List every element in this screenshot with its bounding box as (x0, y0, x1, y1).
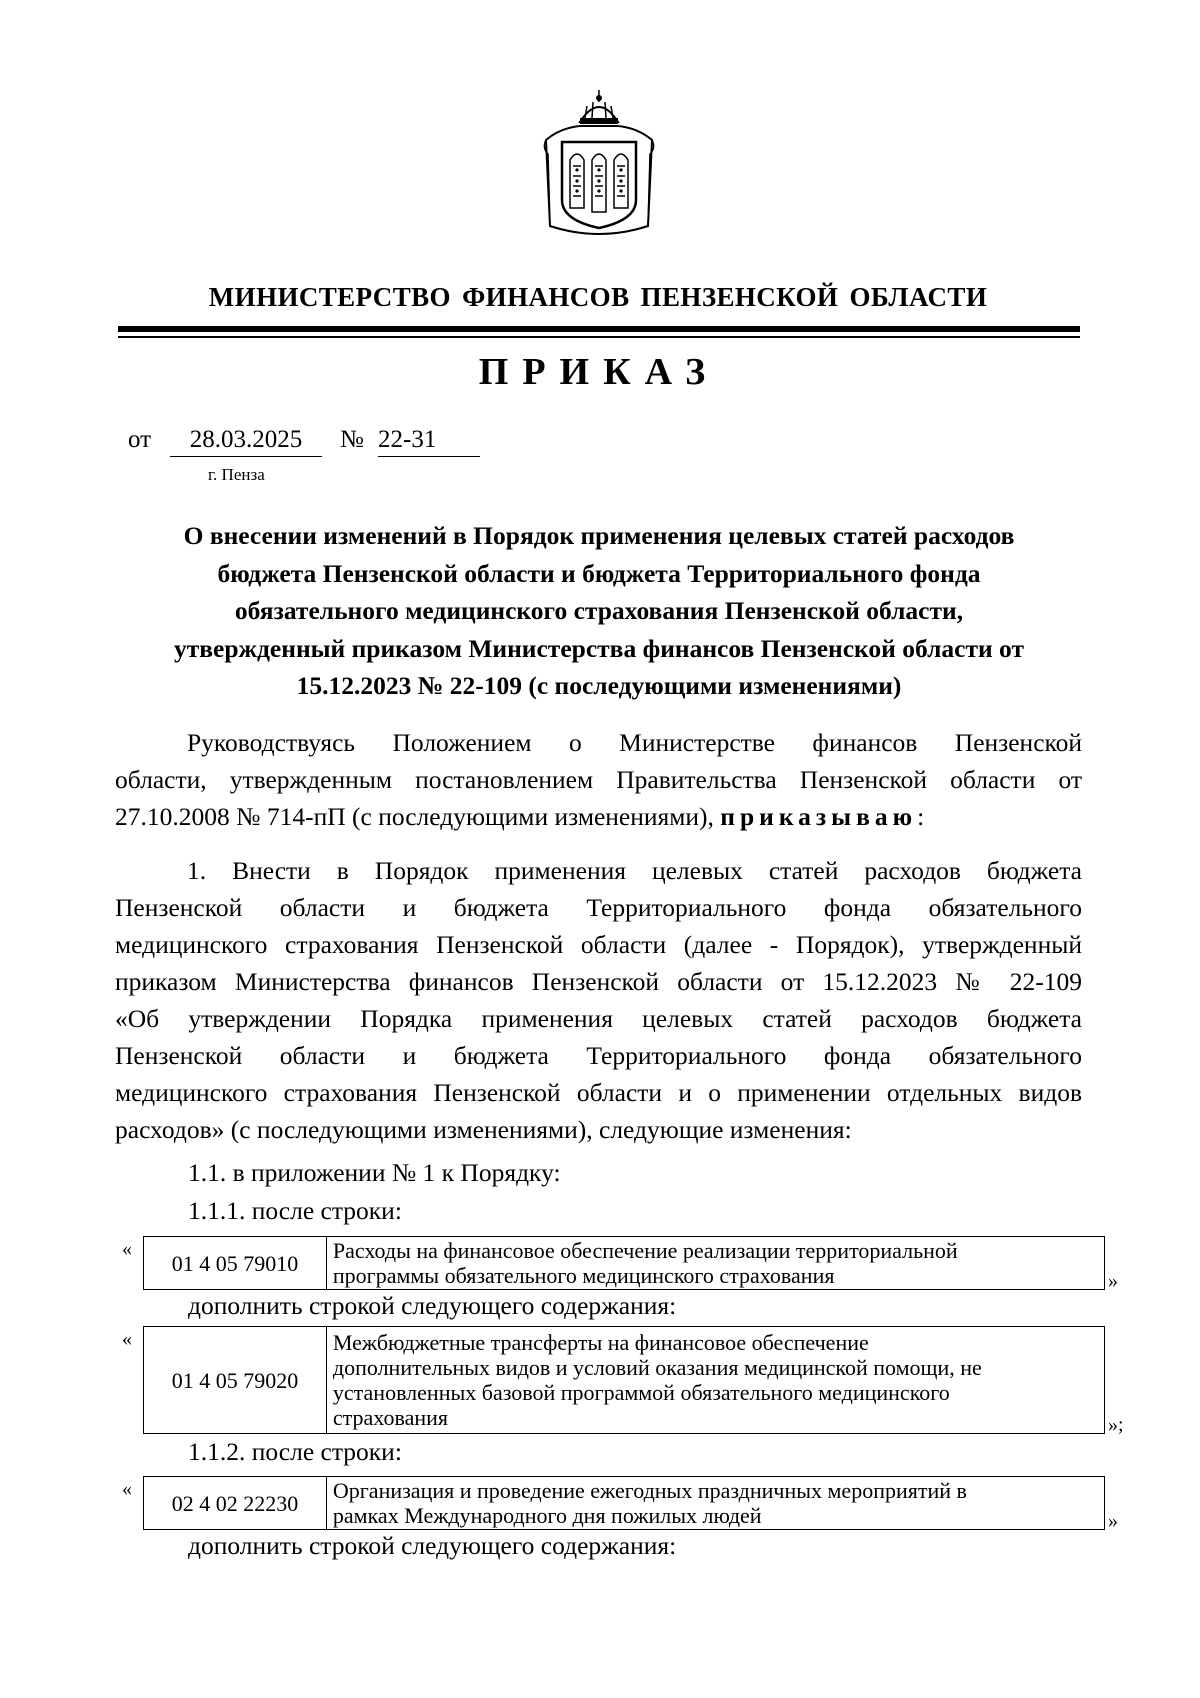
description-line: рамках Международного дня пожилых людей (332, 1503, 762, 1528)
header-rule-thin (118, 336, 1080, 338)
subject-line: бюджета Пензенской области и бюджета Территориального фонда (217, 558, 981, 588)
text-segment: 27.10.2008 № 714-пП (с последующими изменениями), (115, 802, 714, 831)
order-number: 22-31 (378, 426, 480, 457)
supplement-line: дополнить строкой следующего содержания: (188, 1531, 677, 1560)
text-line: Пензенской области и бюджета Территориального фонда обязательного (115, 1041, 1082, 1070)
text-line: Руководствуясь Положением о Министерстве финансов Пензенской (187, 728, 1082, 757)
text-line (115, 798, 1082, 835)
penza-coat-of-arms-icon (540, 88, 658, 238)
description-line: программы обязательного медицинского страхования (332, 1263, 835, 1288)
number-label: № (340, 426, 364, 453)
budget-code-table (143, 1476, 1105, 1530)
text-line: 1. Внести в Порядок применения целевых статей расходов бюджета (187, 856, 1082, 885)
preamble-paragraph (115, 724, 1082, 835)
text-line: приказом Министерства финансов Пензенской области от 15.12.2023 № 22-109 (115, 967, 1082, 996)
description-line: установленных базовой программой обязательного медицинского (332, 1380, 950, 1405)
order-title: ПРИКАЗ (478, 351, 720, 393)
description-cell (326, 1477, 1104, 1530)
open-quote: « (122, 1328, 132, 1350)
header-rule-thick (118, 326, 1080, 332)
from-label: от (128, 426, 152, 453)
text-line: «Об утверждении Порядка применения целевых статей расходов бюджета (115, 1004, 1082, 1033)
description-line: Расходы на финансовое обеспечение реализации территориальной (332, 1238, 958, 1263)
close-quote: »; (1108, 1414, 1124, 1436)
description-line: Межбюджетные трансферты на финансовое обеспечение (332, 1330, 869, 1355)
subject-line: 15.12.2023 № 22-109 (с последующими изменениями) (296, 671, 902, 700)
close-quote: » (1108, 1270, 1118, 1292)
budget-code-table (143, 1236, 1105, 1290)
city: г. Пенза (208, 465, 265, 484)
open-quote: « (122, 1238, 132, 1260)
subject-line: утвержденный приказом Министерства финансов Пензенской области от (174, 633, 1024, 663)
subitem-1-1: 1.1. в приложении № 1 к Порядку: (188, 1158, 561, 1187)
text-segment: : (917, 802, 925, 831)
description-cell (326, 1237, 1104, 1290)
order-date: 28.03.2025 (170, 426, 322, 457)
table-row (144, 1327, 1105, 1434)
ministry-name: МИНИСТЕРСТВО ФИНАНСОВ ПЕНЗЕНСКОЙ ОБЛАСТИ (208, 282, 988, 312)
open-quote: « (122, 1478, 132, 1500)
text-line: области, утвержденным постановлением Правительства Пензенской области от (115, 765, 1082, 794)
description-line: страхования (332, 1405, 448, 1430)
subject-line: обязательного медицинского страхования Пензенской области, (234, 596, 964, 625)
order-subject (118, 517, 1080, 705)
item-1-paragraph (115, 852, 1082, 1148)
description-line: дополнительных видов и условий оказания медицинской помощи, не (332, 1355, 982, 1380)
code-cell: 02 4 02 22230 (144, 1477, 327, 1530)
orders-word: приказываю (720, 802, 918, 831)
table-row (144, 1237, 1105, 1290)
close-quote: » (1108, 1510, 1118, 1532)
subitem-1-1-1: 1.1.1. после строки: (188, 1196, 402, 1225)
description-line: Организация и проведение ежегодных праздничных мероприятий в (332, 1478, 967, 1503)
budget-code-table (143, 1326, 1105, 1434)
table-row (144, 1477, 1105, 1530)
text-line: расходов» (с последующими изменениями), следующие изменения: (115, 1115, 852, 1144)
text-line: медицинского страхования Пензенской области (далее - Порядок), утвержденный (115, 930, 1082, 959)
text-line: Пензенской области и бюджета Территориального фонда обязательного (115, 893, 1082, 922)
code-cell: 01 4 05 79010 (144, 1237, 327, 1290)
subject-line: О внесении изменений в Порядок применения целевых статей расходов (183, 521, 1015, 550)
description-cell (326, 1327, 1104, 1434)
code-cell: 01 4 05 79020 (144, 1327, 327, 1434)
subitem-1-1-2: 1.1.2. после строки: (188, 1437, 402, 1466)
text-line: медицинского страхования Пензенской области и о применении отдельных видов (115, 1078, 1082, 1107)
supplement-line: дополнить строкой следующего содержания: (188, 1291, 677, 1320)
